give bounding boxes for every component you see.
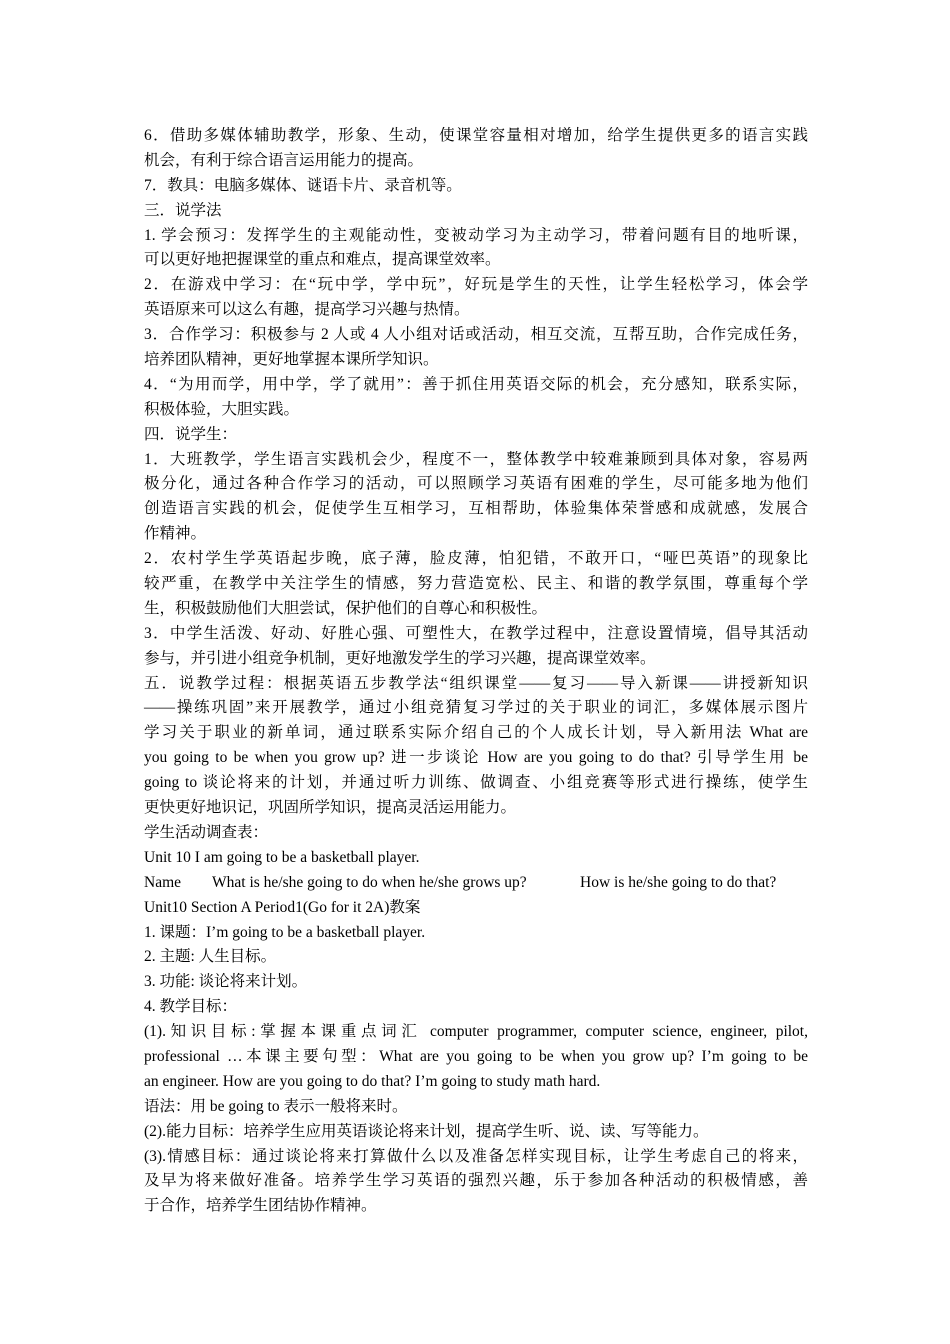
text-line: 7．教具：电脑多媒体、谜语卡片、录音机等。: [144, 176, 462, 194]
text-line: 更快更好地识记，巩固所学知识，提高灵活运用能力。: [144, 799, 517, 817]
text-line: you going to be when you grow up? 进一步谈论 How are you going to do that? 引导学生用 be: [144, 749, 808, 767]
text-line: going to 谈论将来的计划，并通过听力训练、做调查、小组竞赛等形式进行操练，使学生: [144, 774, 808, 792]
text-line: 机会，有利于综合语言运用能力的提高。: [144, 151, 424, 169]
text-line: 较严重，在教学中关注学生的情感，努力营造宽松、民主、和谐的教学氛围，尊重每个学: [144, 575, 808, 593]
text-line: 作精神。: [144, 525, 207, 543]
document-page: [144, 124, 808, 1219]
text-line: 2. 主题: 人生目标。: [144, 948, 277, 966]
document-body-part2: [144, 896, 808, 1220]
survey-col-question2: How is he/she going to do that?: [580, 873, 777, 891]
text-line: 1. 学会预习：发挥学生的主观能动性，变被动学习为主动学习，带着问题有目的地听课，: [144, 226, 808, 244]
text-line: 6．借助多媒体辅助教学，形象、生动，使课堂容量相对增加，给学生提供更多的语言实践: [144, 127, 808, 144]
text-line: 2．农村学生学英语起步晚，底子薄，脸皮薄，怕犯错，不敢开口，“哑巴英语”的现象比: [144, 550, 808, 568]
text-line: 3．合作学习：积极参与 2 人或 4 人小组对话或活动，相互交流，互帮互助，合作完成任务，: [144, 326, 808, 344]
text-line: 五．说教学过程：根据英语五步教学法“组织课堂——复习——导入新课——讲授新知识: [144, 674, 808, 692]
text-line: an engineer. How are you going to do that? I’m going to study math hard.: [144, 1072, 601, 1090]
text-line: 3. 功能: 谈论将来计划。: [144, 973, 308, 991]
text-line: 英语原来可以这么有趣，提高学习兴趣与热情。: [144, 301, 470, 319]
text-line: (3).情感目标：通过谈论将来打算做什么以及准备怎样实现目标，让学生考虑自己的将来，: [144, 1147, 808, 1165]
text-line: 4．“为用而学，用中学，学了就用”：善于抓住用英语交际的机会，充分感知，联系实际，: [144, 375, 808, 393]
text-line: 3．中学生活泼、好动、好胜心强、可塑性大，在教学过程中，注意设置情境，倡导其活动: [144, 624, 808, 642]
text-line: 学习关于职业的新单词，通过联系实际介绍自己的个人成长计划，导入新用法 What are: [144, 724, 808, 742]
text-line: 三．说学法: [144, 201, 222, 219]
survey-col-question1: What is he/she going to do when he/she grows up?: [212, 873, 527, 891]
text-line: 语法：用 be going to 表示一般将来时。: [144, 1097, 408, 1115]
text-line: 积极体验，大胆实践。: [144, 400, 300, 418]
text-line: 可以更好地把握课堂的重点和难点，提高课堂效率。: [144, 251, 501, 269]
survey-col-name: Name: [144, 873, 182, 891]
text-line: 及早为将来做好准备。培养学生学习英语的强烈兴趣，乐于参加各种活动的积极情感，善: [144, 1172, 808, 1190]
text-line: 生，积极鼓励他们大胆尝试，保护他们的自尊心和积极性。: [144, 599, 548, 617]
text-line: 于合作，培养学生团结协作精神。: [144, 1197, 377, 1215]
text-line: 学生活动调查表：: [144, 823, 269, 841]
text-line: 四．说学生：: [144, 425, 238, 443]
text-line: 1．大班教学，学生语言实践机会少，程度不一，整体教学中较难兼顾到具体对象，容易两: [144, 450, 808, 468]
text-line: 4. 教学目标：: [144, 998, 238, 1016]
text-line: 1. 课题：I’m going to be a basketball player.: [144, 923, 426, 941]
text-line: professional …本课主要句型：What are you going to be when you grow up? I’m going to be: [144, 1047, 808, 1065]
text-line: (2).能力目标：培养学生应用英语谈论将来计划，提高学生听、说、读、写等能力。: [144, 1122, 709, 1140]
text-line: 参与，并引进小组竞争机制，更好地激发学生的学习兴趣，提高课堂效率。: [144, 649, 656, 667]
document-body-part1: [144, 124, 808, 871]
survey-table-header: [144, 871, 808, 896]
text-line: ——操练巩固”来开展教学，通过小组竞猜复习学过的关于职业的词汇，多媒体展示图片: [144, 699, 808, 717]
text-line: 培养团队精神，更好地掌握本课所学知识。: [144, 351, 439, 369]
text-line: (1).知识目标:掌握本课重点词汇 computer programmer, computer science, engineer, pilot,: [144, 1023, 808, 1041]
text-line: Unit10 Section A Period1(Go for it 2A)教案: [144, 898, 421, 916]
text-line: 2．在游戏中学习：在“玩中学，学中玩”，好玩是学生的天性，让学生轻松学习，体会学: [144, 276, 808, 294]
text-line: 创造语言实践的机会，促使学生互相学习，互相帮助，体验集体荣誉感和成就感，发展合: [144, 500, 808, 518]
text-line: Unit 10 I am going to be a basketball player.: [144, 848, 420, 866]
text-line: 极分化，通过各种合作学习的活动，可以照顾学习英语有困难的学生，尽可能多地为他们: [144, 475, 808, 493]
